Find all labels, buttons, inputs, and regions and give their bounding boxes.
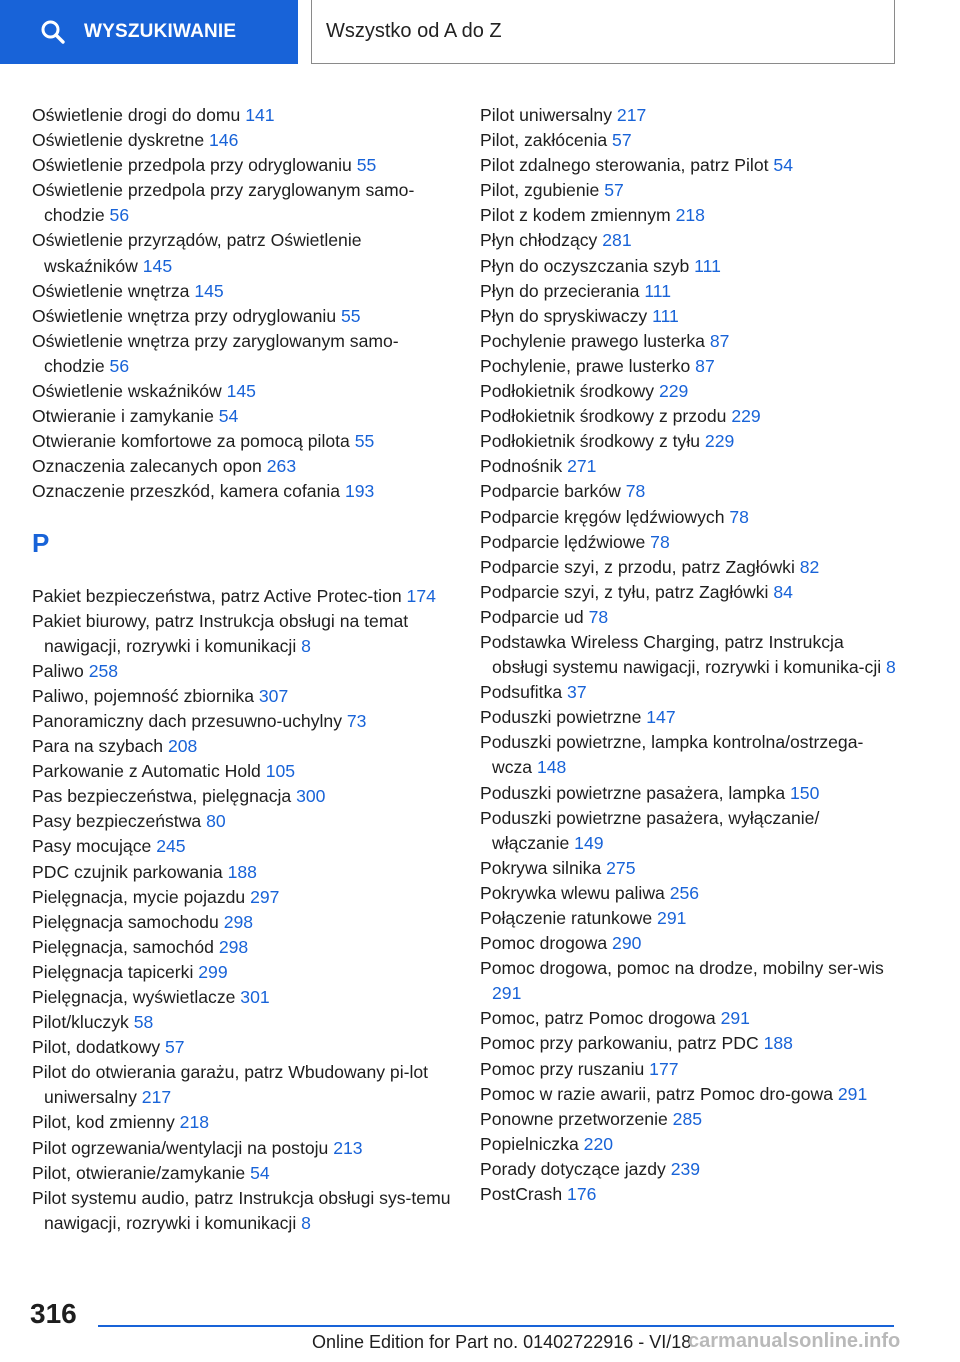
index-entry-text: Pomoc przy ruszaniu [480, 1058, 645, 1079]
page-link[interactable]: 78 [650, 531, 670, 552]
index-entry [480, 279, 900, 304]
index-entry [480, 1057, 900, 1082]
index-entry [32, 1186, 452, 1236]
index-entry-text: Oświetlenie wnętrza [32, 280, 190, 301]
index-entry [480, 404, 900, 429]
page-link[interactable]: 56 [109, 355, 130, 376]
page-link[interactable]: 275 [606, 857, 636, 878]
index-entry-text: Oznaczenie przeszkód, kamera cofania [32, 481, 341, 502]
index-entry [480, 354, 900, 379]
page-link[interactable]: 145 [142, 255, 173, 276]
index-entry [480, 1157, 900, 1182]
index-entry-text: Płyn do przecierania [480, 280, 640, 301]
page-link[interactable]: 298 [223, 911, 254, 932]
index-entry [32, 454, 452, 479]
page-link[interactable]: 149 [574, 832, 604, 853]
page-link[interactable]: 84 [773, 581, 793, 602]
footer-divider [98, 1325, 894, 1327]
index-entry [480, 254, 900, 279]
index-entry-text: Porady dotyczące jazdy [480, 1158, 666, 1179]
edition-text: Online Edition for Part no. 01402722916 - VI/18 [312, 1332, 692, 1352]
index-entry-text: Podparcie kręgów lędźwiowych [480, 506, 725, 527]
page-link[interactable]: 291 [837, 1083, 868, 1104]
search-button-label: WYSZUKIWANIE [84, 21, 237, 42]
index-entry-text: Płyn do oczyszczania szyb [480, 255, 690, 276]
index-entry [32, 1060, 452, 1110]
index-entry-text: Pochylenie prawego lusterka [480, 330, 705, 351]
index-entry [480, 228, 900, 253]
index-entry [32, 379, 452, 404]
index-entry [480, 454, 900, 479]
section-letter: P [32, 527, 50, 558]
index-entry [480, 203, 900, 228]
index-entry [32, 329, 452, 379]
page-link[interactable]: 229 [658, 381, 689, 402]
index-entry [32, 609, 452, 659]
index-entry [32, 178, 452, 228]
index-entry-text: Pasy bezpieczeństwa [32, 811, 202, 832]
index-entry [480, 530, 900, 555]
index-entry [32, 279, 452, 304]
index-entry-text: Płyn chłodzący [480, 230, 598, 251]
index-entry [480, 178, 900, 203]
index-entry-text: Pas bezpieczeństwa, pielęgnacja [32, 786, 292, 807]
index-entry [32, 709, 452, 734]
index-entry-text: Poduszki powietrzne pasażera, wyłączanie/ włączanie [480, 807, 820, 853]
index-entry [480, 630, 900, 680]
page-link[interactable]: 229 [731, 406, 761, 427]
page-link[interactable]: 208 [167, 736, 198, 757]
page-link[interactable]: 291 [492, 983, 522, 1004]
index-list-o [32, 103, 452, 505]
index-entry-text: Pilot/kluczyk [32, 1012, 129, 1033]
index-entry-text: Oświetlenie dyskretne [32, 130, 205, 151]
index-entry [32, 985, 452, 1010]
watermark: carmanualsonline.info [688, 1330, 901, 1352]
index-entry-text: Podnośnik [480, 456, 563, 477]
index-entry [480, 1107, 900, 1132]
page-link[interactable]: 145 [226, 381, 256, 402]
index-entry-text: Pilot zdalnego sterowania, patrz Pilot [480, 155, 769, 176]
index-entry [480, 680, 900, 705]
index-entry-text: Popielniczka [480, 1133, 579, 1154]
index-entry [32, 935, 452, 960]
index-entry-text: Paliwo, pojemność zbiornika [32, 685, 254, 706]
index-entry-text: Pomoc przy parkowaniu, patrz PDC [480, 1033, 759, 1054]
index-entry [480, 555, 900, 580]
page-link[interactable]: 188 [227, 861, 257, 882]
page-link[interactable]: 54 [250, 1162, 270, 1183]
page-link[interactable]: 285 [672, 1108, 703, 1129]
index-entry-text: Podparcie szyi, z tyłu, patrz Zagłówki [480, 581, 769, 602]
index-entry-text: Otwieranie komfortowe za pomocą pilota [32, 431, 350, 452]
index-entry [480, 705, 900, 730]
page-link[interactable]: 147 [646, 707, 676, 728]
index-entry-text: Pilot, zgubienie [480, 180, 600, 201]
index-entry-text: Oświetlenie przedpola przy odryglowaniu [32, 155, 352, 176]
page-link[interactable]: 301 [240, 987, 270, 1007]
page-link[interactable]: 307 [258, 685, 289, 706]
page-link[interactable]: 145 [194, 280, 224, 301]
index-entry [32, 809, 452, 834]
index-entry [480, 1132, 900, 1157]
page-link[interactable]: 239 [670, 1158, 701, 1179]
page-link[interactable]: 148 [536, 757, 567, 778]
index-entry-text: Pokrywka wlewu paliwa [480, 882, 665, 903]
page-link[interactable]: 55 [356, 155, 377, 176]
index-entry-text: Paliwo [32, 660, 84, 681]
index-entry-text: Pilot uniwersalny [480, 105, 613, 125]
page-link[interactable]: 218 [675, 205, 705, 226]
page-link[interactable]: 271 [567, 456, 597, 477]
index-entry [480, 153, 900, 178]
a-to-z-tab[interactable] [311, 0, 895, 64]
index-entry-text: Oświetlenie przedpola przy zaryglowanym samo-chodzie [32, 180, 415, 226]
index-entry [480, 906, 900, 931]
page-link[interactable]: 188 [763, 1033, 793, 1054]
top-bar [0, 0, 960, 66]
page-link[interactable]: 299 [198, 961, 228, 982]
page-link[interactable]: 258 [88, 660, 119, 681]
page-link[interactable]: 281 [602, 230, 632, 251]
index-entry-text: Podłokietnik środkowy [480, 381, 655, 402]
index-entry [32, 659, 452, 684]
page-link[interactable]: 263 [266, 456, 297, 477]
index-entry [480, 881, 900, 906]
index-entry-text: Parkowanie z Automatic Hold [32, 761, 261, 782]
page-link[interactable]: 87 [695, 355, 715, 376]
page-link[interactable]: 141 [245, 105, 275, 125]
index-list-p [32, 584, 452, 1236]
page-link[interactable]: 105 [265, 761, 296, 782]
index-entry-text: Oświetlenie wnętrza przy odryglowaniu [32, 305, 337, 326]
index-entry [480, 580, 900, 605]
index-entry [480, 1182, 900, 1207]
index-entry-text: Podsufitka [480, 682, 563, 703]
page-link[interactable]: 218 [179, 1112, 210, 1133]
index-entry-text: Podłokietnik środkowy z tyłu [480, 431, 701, 452]
index-entry-text: Pomoc drogowa [480, 933, 608, 954]
index-entry-text: Podparcie szyi, z przodu, patrz Zagłówki [480, 556, 795, 577]
index-entry-text: Podparcie lędźwiowe [480, 531, 646, 552]
search-icon [40, 19, 66, 45]
search-button[interactable] [0, 0, 298, 64]
page-link[interactable]: 8 [301, 1212, 311, 1233]
index-entry-text: Pokrywa silnika [480, 857, 602, 878]
page-link[interactable]: 217 [616, 105, 647, 125]
index-entry [480, 956, 900, 1006]
page-link[interactable]: 57 [165, 1037, 185, 1058]
index-entry [480, 1006, 900, 1031]
index-entry [480, 781, 900, 806]
page-link[interactable]: 54 [218, 406, 239, 427]
index-entry-text: Pomoc, patrz Pomoc drogowa [480, 1008, 716, 1029]
index-entry [32, 684, 452, 709]
index-entry [32, 1161, 452, 1186]
index-list-p-continued [480, 103, 900, 1207]
index-entry [32, 910, 452, 935]
index-entry-text: Pielęgnacja, mycie pojazdu [32, 886, 246, 907]
page-link[interactable]: 217 [141, 1087, 172, 1108]
page-link[interactable]: 87 [709, 330, 730, 351]
index-entry [32, 1035, 452, 1060]
index-entry-text: Oświetlenie przyrządów, patrz Oświetlenie wskaźników [32, 230, 362, 276]
index-entry-text: Pilot ogrzewania/wentylacji na postoju [32, 1137, 329, 1158]
index-entry [480, 1082, 900, 1107]
index-entry-text: Poduszki powietrzne pasażera, lampka [480, 782, 786, 803]
page-link[interactable]: 57 [612, 130, 632, 151]
page-link[interactable]: 193 [344, 481, 375, 502]
index-entry [32, 1110, 452, 1135]
page-link[interactable]: 82 [799, 556, 820, 577]
index-entry-text: Pakiet biurowy, patrz Instrukcja obsługi na temat nawigacji, rozrywki i komunikacji [32, 610, 409, 656]
index-entry [32, 479, 452, 504]
index-entry-text: Otwieranie i zamykanie [32, 406, 214, 427]
index-entry [32, 834, 452, 859]
page-link[interactable]: 298 [218, 936, 249, 957]
index-entry [32, 759, 452, 784]
index-entry [480, 128, 900, 153]
page-link[interactable]: 73 [346, 710, 367, 731]
page-link[interactable]: 56 [109, 205, 130, 226]
index-entry [32, 734, 452, 759]
index-entry [480, 806, 900, 856]
index-entry-text: Połączenie ratunkowe [480, 908, 653, 928]
page-link[interactable]: 55 [341, 305, 361, 326]
index-entry [32, 1010, 452, 1035]
page-link[interactable]: 146 [209, 130, 239, 151]
index-entry-text: Pasy mocujące [32, 836, 152, 857]
page-link[interactable]: 57 [604, 180, 624, 201]
page-link[interactable]: 78 [588, 606, 609, 627]
page-link[interactable]: 256 [669, 882, 700, 903]
index-entry [32, 860, 452, 885]
page-link[interactable]: 78 [625, 481, 646, 502]
index-entry-text: Pilot do otwierania garażu, patrz Wbudowany pi-lot uniwersalny [32, 1062, 429, 1108]
index-entry-text: Pilot z kodem zmiennym [480, 205, 671, 226]
index-column-right [480, 103, 900, 1207]
page-link[interactable]: 78 [729, 506, 749, 527]
index-entry [480, 304, 900, 329]
page-link[interactable]: 80 [206, 811, 226, 832]
page-link[interactable]: 8 [301, 635, 311, 656]
page-link[interactable]: 290 [612, 933, 642, 954]
page-link[interactable]: 177 [649, 1058, 679, 1079]
index-entry [480, 1031, 900, 1056]
a-to-z-label: Wszystko od A do Z [326, 20, 502, 42]
index-entry-text: PDC czujnik parkowania [32, 861, 223, 882]
index-entry [480, 605, 900, 630]
index-entry [480, 856, 900, 881]
page-link[interactable]: 291 [657, 908, 687, 928]
page-link[interactable]: 220 [583, 1133, 614, 1154]
page-link[interactable]: 300 [296, 786, 326, 807]
index-entry-text: Para na szybach [32, 736, 164, 757]
index-entry-text: Oświetlenie wskaźników [32, 381, 222, 402]
index-entry-text: Pielęgnacja tapicerki [32, 961, 194, 982]
index-entry-text: Podłokietnik środkowy z przodu [480, 406, 727, 427]
index-entry [32, 960, 452, 985]
index-entry [32, 429, 452, 454]
index-entry-text: Podstawka Wireless Charging, patrz Instrukcja obsługi systemu nawigacji, rozrywki i komunika-cji [480, 631, 882, 678]
index-entry [32, 584, 452, 609]
index-entry [480, 730, 900, 780]
page-link[interactable]: 176 [567, 1184, 597, 1205]
page-link[interactable]: 58 [133, 1012, 154, 1033]
index-entry [480, 479, 900, 504]
index-entry-text: Pilot, zakłócenia [480, 130, 608, 151]
page-link[interactable]: 291 [720, 1008, 750, 1029]
index-entry-text: Pielęgnacja, samochód [32, 936, 214, 957]
index-entry-text: Pilot systemu audio, patrz Instrukcja obsługi sys-temu nawigacji, rozrywki i komunikacji [32, 1187, 451, 1233]
index-entry [480, 379, 900, 404]
index-entry-text: Pielęgnacja samochodu [32, 911, 219, 932]
index-entry [32, 304, 452, 329]
page-link[interactable]: 150 [790, 782, 820, 803]
index-column-left [32, 103, 452, 1236]
index-entry-text: Podparcie ud [480, 606, 584, 627]
index-entry [32, 404, 452, 429]
index-entry-text: Płyn do spryskiwaczy [480, 305, 648, 326]
index-entry [32, 885, 452, 910]
index-entry [480, 103, 900, 128]
page-link[interactable]: 229 [704, 431, 735, 452]
page-link[interactable]: 111 [652, 305, 679, 326]
index-entry [32, 1136, 452, 1161]
page-link[interactable]: 37 [567, 682, 587, 703]
index-entry-text: Oznaczenia zalecanych opon [32, 456, 262, 477]
index-entry [480, 329, 900, 354]
page-link[interactable]: 54 [773, 155, 793, 176]
page-link[interactable]: 213 [333, 1137, 363, 1158]
index-entry-text: Poduszki powietrzne, lampka kontrolna/ostrzega-wcza [480, 732, 864, 778]
index-entry-text: Panoramiczny dach przesuwno-uchylny [32, 710, 342, 731]
page-link[interactable]: 55 [354, 431, 375, 452]
index-entry-text: Oświetlenie drogi do domu [32, 105, 241, 125]
index-entry-text: Ponowne przetworzenie [480, 1108, 668, 1129]
page-link[interactable]: 245 [156, 836, 186, 857]
index-entry-text: Pilot, otwieranie/zamykanie [32, 1162, 246, 1183]
page-link[interactable]: 111 [694, 255, 721, 276]
index-entry [480, 429, 900, 454]
index-entry [480, 505, 900, 530]
index-entry [480, 931, 900, 956]
page-link[interactable]: 8 [886, 657, 896, 678]
index-entry [32, 103, 452, 128]
page-link[interactable]: 297 [250, 886, 280, 907]
index-entry-text: Pielęgnacja, wyświetlacze [32, 987, 236, 1007]
index-entry [32, 228, 452, 278]
index-entry-text: Pakiet bezpieczeństwa, patrz Active Protec-tion [32, 585, 402, 606]
index-entry-text: Oświetlenie wnętrza przy zaryglowanym samo-chodzie [32, 330, 399, 376]
page-number: 316 [30, 1298, 77, 1329]
index-entry-text: Pilot, kod zmienny [32, 1112, 175, 1133]
index-entry-text: Podparcie barków [480, 481, 621, 502]
index-entry-text: Poduszki powietrzne [480, 707, 642, 728]
page-link[interactable]: 174 [406, 585, 436, 606]
index-entry-text: Pomoc w razie awarii, patrz Pomoc dro-gowa [480, 1083, 833, 1104]
page-link[interactable]: 111 [644, 280, 672, 301]
index-entry [32, 153, 452, 178]
index-entry-text: Pochylenie, prawe lusterko [480, 355, 691, 376]
index-entry [32, 784, 452, 809]
index-entry-text: Pomoc drogowa, pomoc na drodze, mobilny ser-wis [480, 958, 884, 979]
index-entry [32, 128, 452, 153]
index-entry-text: PostCrash [480, 1184, 563, 1205]
index-entry-text: Pilot, dodatkowy [32, 1037, 161, 1058]
